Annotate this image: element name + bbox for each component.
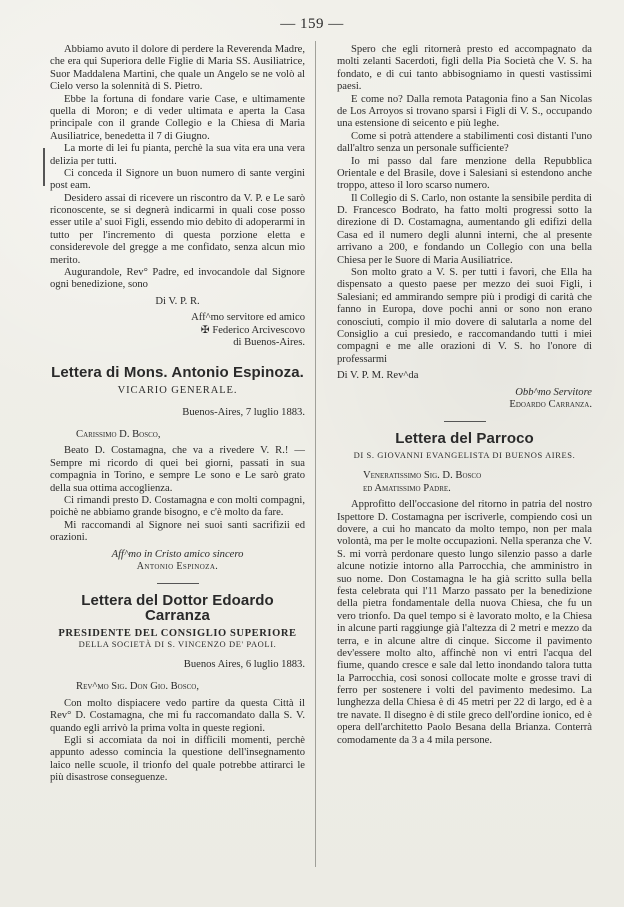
letter-parroco-paragraph: Approfitto dell'occasione del ritorno in patria del nostro Ispettore D. Costamagna per iscriverle, compiendo così un dovere, a cui ho mancato da molto tempo, non per mala volontà, ma per le molte occupazioni. Nella speranza che V. S. mi vorrà perdonare questo lungo silenzio passo a darle alcune notizie intorno alla Parrocchia, che amministro in suo nome. Don Costamagna le ha già scritto sulla bella festa celebrata qui l'11 Marzo passato per la benedizione della pietra fondamentale della nuova Chiesa, che fu un vero trionfo. Da quel tempo si è lavorato molto, e la Chiesa in alcune parti raggiunge già l'altezza di 2 metri e mezzo da terra, e in alcune altre di cinque. Siccome il pavimento dev'essere molto alto, affinchè non vi entri l'acqua del fiume, quando cresce e sale dal letto inondando talora tutta la Parrocchia, così sonosi collocate molte e grosse travi di ferro per sostenere i volti del pavimento medesimo. La lunghezza della Chiesa è di 45 metri per 22 di largo, ed è a tre navate. Il disegno è di stile greco dell'ordine ionico, ed è opera dell'architetto Paolo Besana della Brianza. Conterrà comodamente da 3 a 4 mila persone. bbox=[337, 499, 592, 746]
letter-carranza-paragraph-1: Con molto dispiacere vedo partire da questa Città il Rev° D. Costamagna, che mi fu raccomandato dalla S. V. quando egli arrivò la prima volta in queste regioni. bbox=[50, 697, 305, 734]
bishop-signature-line: ✠ Federico Arcivescovo bbox=[200, 324, 305, 336]
right-paragraph-1: Spero che egli ritornerà presto ed accompagnato da molti zelanti Sacerdoti, figli della Pia Società che V. S. ha fondato, e di cui tanto abbisogniamo in questi vastissimi paesi. bbox=[337, 44, 592, 93]
left-closing-line: Di V. P. R. bbox=[155, 295, 200, 307]
intro-paragraph-1: Abbiamo avuto il dolore di perdere la Reverenda Madre, che era qui Superiora delle Figlie di Maria SS. Ausiliatrice, Suor Maddalena Martini, che quale un Angelo se ne volò al Cielo verso la solennità di S. Pietro. bbox=[50, 44, 305, 93]
column-divider bbox=[315, 41, 316, 867]
right-paragraph-6: Son molto grato a V. S. per tutti i favori, che Ella ha dispensato a questo paese per mezzo dei suoi Figli, i Salesiani; ed ammirando sempre più i prodigi di carità che fanno in Europa, dove pochi anni or sono non erano conosciuti, compio il mio dovere di salutarla a nome del Consiglio a cui presiedo, e raccomandando tutti i miei compagni e me alle orazioni di V. S. ho l'onore di professarmi bbox=[337, 267, 592, 365]
margin-mark bbox=[43, 148, 45, 186]
spacer bbox=[50, 349, 305, 365]
spacer bbox=[50, 671, 305, 681]
letter-carranza-title: Lettera del Dottor Edoardo Carranza bbox=[81, 591, 274, 625]
letter-espinoza-signature: Antonio Espinoza. bbox=[136, 560, 219, 572]
bishop-place-line: di Buenos-Aires. bbox=[233, 336, 305, 348]
section-rule bbox=[444, 421, 486, 422]
page-number: — 159 — bbox=[280, 16, 344, 32]
intro-paragraph-4: Ci conceda il Signore un buon numero di sante vergini post eam. bbox=[50, 167, 305, 192]
letter-espinoza-paragraph-1: Beato D. Costamagna, che va a rivedere V. R.! — Sempre mi ricordo di quei bei giorni, passati in sua compagnia in Torino, e sempre Le sono e Le sarò grato della sua ottima accoglienza. bbox=[50, 445, 305, 494]
letter-carranza-subtitle-1: PRESIDENTE DEL CONSIGLIO SUPERIORE bbox=[58, 628, 297, 640]
letter-espinoza-paragraph-2: Ci rimandi presto D. Costamagna e con molti compagni, poichè ne abbiamo grande bisogno, e c'è molto da fare. bbox=[50, 495, 305, 519]
letter-parroco-salutation-1: Veneratissimo Sig. D. Bosco bbox=[363, 470, 482, 482]
letter-carranza-paragraph-2: Egli si accomiata da noi in difficili momenti, perchè appunto adesso comincia la questione dell'insegnamento laico nelle scuole, il trionfo del quale potrebbe attirarci le più disastrose conseguenze. bbox=[50, 735, 305, 784]
right-paragraph-4: Io mi passo dal fare menzione della Repubblica Orientale e del Brasile, dove i Salesiani si estendono anche troppo, atteso il loro scarso numero. bbox=[337, 155, 592, 192]
intro-paragraph-2: Ebbe la fortuna di fondare varie Case, e ultimamente quella di Moron; e di veder ultimata e aperta la Casa principale con il grande Collegio e la Chiesa di Maria Ausiliatrice, benedetta il 7 di Giugno. bbox=[50, 93, 305, 142]
right-closing-line: Di V. P. M. Rev^da bbox=[337, 370, 419, 382]
letter-carranza-date: Buenos Aires, 6 luglio 1883. bbox=[183, 659, 305, 671]
right-paragraph-5: Il Collegio di S. Carlo, non ostante la sensibile perdita di D. Francesco Bodrato, ha fatto molti progressi sotto la direzione di D. Costamagna, aumentando gli edifizi della Casa ed il numero degli alunni interni, che al presente arrivano a 200, e fondando un Collegio con una bella Chiesa per le Suore di Maria Ausiliatrice. bbox=[337, 192, 592, 266]
letter-espinoza-title: Lettera di Mons. Antonio Espinoza. bbox=[51, 364, 304, 382]
letter-espinoza-paragraph-3: Mi raccomandi al Signore nei suoi santi sacrifizii ed orazioni. bbox=[50, 519, 305, 544]
left-affectionate-line bbox=[50, 312, 305, 324]
intro-paragraph-3: La morte di lei fu pianta, perchè la sua vita era una vera delizia per tutti. bbox=[50, 143, 305, 167]
right-signature-line: Edoardo Carranza. bbox=[509, 398, 592, 410]
spacer bbox=[337, 460, 592, 470]
right-paragraph-2: E come no? Dalla remota Patagonia fino a San Nicolas de Los Arroyos si trovano sparsi i Figli di V. S., occupando una estensione di seicento e più leghe. bbox=[337, 93, 592, 130]
letter-parroco-salutation-2: ed Amatissimo Padre. bbox=[363, 482, 451, 494]
right-servant-line: Obb^mo Servitore bbox=[515, 386, 592, 398]
intro-paragraph-6: Augurandole, Rev° Padre, ed invocandole dal Signore ogni benedizione, sono bbox=[50, 267, 305, 291]
letter-espinoza-date: Buenos-Aires, 7 luglio 1883. bbox=[182, 406, 305, 418]
right-paragraph-3: Come si potrà attendere a stabilimenti così distanti l'uno dall'altro senza un personale sufficiente? bbox=[337, 130, 592, 155]
letter-parroco-subtitle: DI S. GIOVANNI EVANGELISTA DI BUENOS AIRES. bbox=[353, 450, 576, 461]
section-rule bbox=[157, 583, 199, 584]
spacer bbox=[50, 649, 305, 659]
letter-espinoza-closing: Aff^mo in Cristo amico sincero bbox=[111, 548, 244, 560]
spacer bbox=[50, 419, 305, 429]
right-column bbox=[337, 44, 592, 747]
letter-carranza-subtitle-2: DELLA SOCIETÀ DI S. VINCENZO DE' PAOLI. bbox=[78, 638, 277, 649]
letter-espinoza-salutation: Carissimo D. Bosco, bbox=[76, 429, 161, 441]
letter-carranza-salutation: Rev^mo Sig. Don Gio. Bosco, bbox=[76, 681, 200, 693]
left-affectionate-text: Aff^mo servitore ed amico bbox=[191, 312, 305, 324]
left-column bbox=[50, 44, 305, 785]
letter-espinoza-subtitle: VICARIO GENERALE. bbox=[117, 385, 238, 397]
letter-parroco-title: Lettera del Parroco bbox=[395, 430, 534, 448]
spacer bbox=[50, 397, 305, 407]
intro-paragraph-5: Desidero assai di ricevere un riscontro da V. P. e Le sarò riconoscente, se si degnerà indicarmi in quali cose posso esser utile a' suoi Figli, essendo mio debito di adoperarmi in tutto per l'incremento di questa porzione eletta e considerevole del gregge a me confidato, senza alcun mio merito. bbox=[50, 192, 305, 266]
